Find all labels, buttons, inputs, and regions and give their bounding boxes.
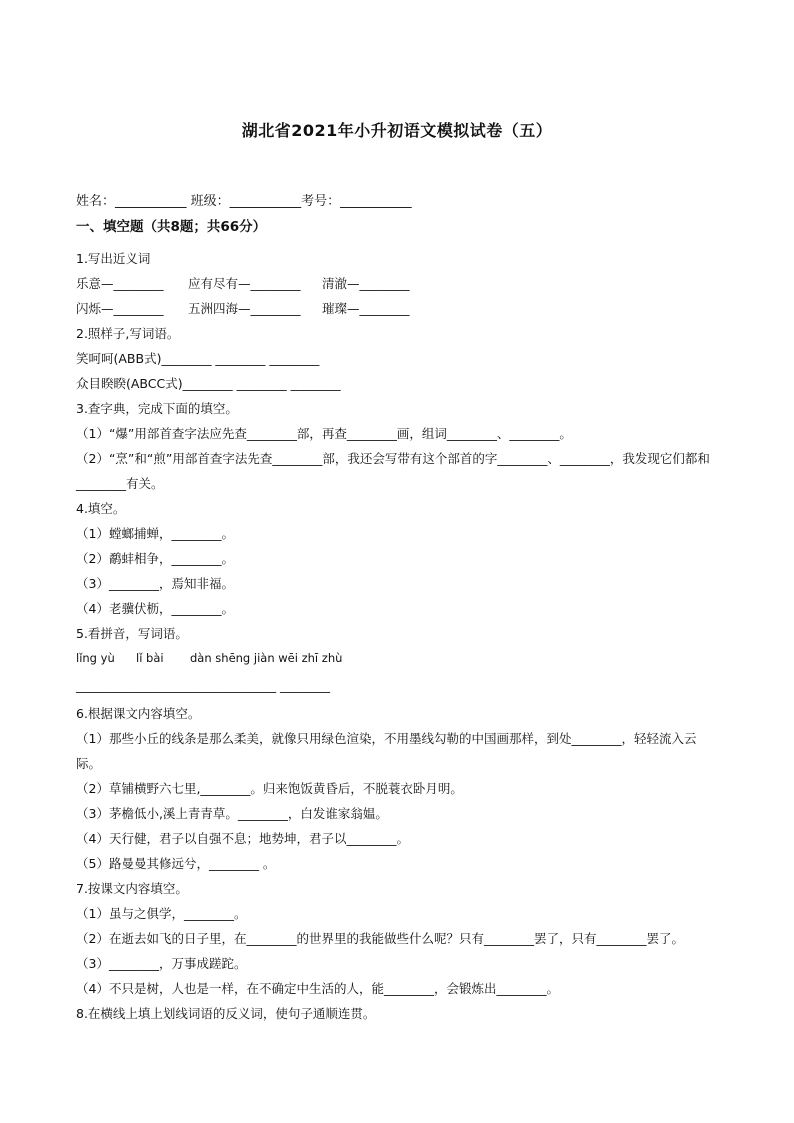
q6-item: （3）茅檐低小,溪上青青草。________，白发谁家翁媪。 bbox=[76, 806, 388, 821]
q7-item: （4）不只是树，人也是一样，在不确定中生活的人，能________，会锻炼出________。 bbox=[76, 981, 559, 996]
q4-item: （1）螳螂捕蝉，________。 bbox=[76, 526, 234, 541]
q3-line: （1）“爆”用部首查字法应先查________部，再查________画，组词________、________。 bbox=[76, 426, 572, 441]
q2-line: 笑呵呵(ABB式)________ ________ ________ bbox=[76, 351, 320, 366]
q4-item: （2）鹬蚌相争，________。 bbox=[76, 551, 234, 566]
q7-heading: 7.按课文内容填空。 bbox=[76, 881, 188, 896]
questions bbox=[76, 246, 720, 1026]
q5-heading: 5.看拼音，写词语。 bbox=[76, 626, 188, 641]
q7-item: （3）________，万事成蹉跎。 bbox=[76, 956, 247, 971]
q6-item: （4）天行健，君子以自强不息；地势坤，君子以________。 bbox=[76, 831, 409, 846]
q6-item: （2）草铺横野六七里,________。归来饱饭黄昏后，不脱蓑衣卧月明。 bbox=[76, 781, 463, 796]
q1-heading: 1.写出近义词 bbox=[76, 251, 151, 266]
q5-pinyin-row bbox=[76, 646, 720, 671]
q1-item: 五洲四海—________ bbox=[188, 301, 301, 316]
q1-row bbox=[76, 296, 720, 321]
q7-item: （1）虽与之俱学，________。 bbox=[76, 906, 247, 921]
q6-item: （5）路曼曼其修远兮，________ 。 bbox=[76, 856, 276, 871]
q6-heading: 6.根据课文内容填空。 bbox=[76, 706, 201, 721]
q1-row bbox=[76, 271, 720, 296]
q4-item: （4）老骥伏枥，________。 bbox=[76, 601, 234, 616]
q3-line: （2）“烹”和“煎”用部首查字法先查________部，我还会写带有这个部首的字________、________，我发现它们都和________有关。 bbox=[76, 451, 710, 491]
pinyin: dàn shēng jiàn wēi zhī zhù bbox=[190, 651, 343, 665]
pinyin: lǐng yù bbox=[76, 651, 115, 665]
q4-item: （3）________，焉知非福。 bbox=[76, 576, 234, 591]
q2-line: 众目睽睽(ABCC式)________ ________ ________ bbox=[76, 376, 341, 391]
section-heading: 一、填空题（共8题；共66分） bbox=[76, 219, 267, 235]
q4-heading: 4.填空。 bbox=[76, 501, 126, 516]
q3-heading: 3.查字典，完成下面的填空。 bbox=[76, 401, 238, 416]
q8-heading: 8.在横线上填上划线词语的反义词，使句子通顺连贯。 bbox=[76, 1006, 376, 1021]
q6-item: （1）那些小丘的线条是那么柔美，就像只用绿色渲染，不用墨线勾勒的中国画那样，到处________，轻轻流入云际。 bbox=[76, 731, 697, 771]
q1-item: 闪烁—________ bbox=[76, 301, 164, 316]
q1-item: 璀璨—________ bbox=[322, 301, 410, 316]
q5-blanks: ________________________________ ________ bbox=[76, 678, 330, 693]
q1-item: 乐意—________ bbox=[76, 276, 164, 291]
q1-item: 清澈—________ bbox=[322, 276, 410, 291]
pinyin: lǐ bài bbox=[136, 651, 164, 665]
page-title: 湖北省2021年小升初语文模拟试卷（五） bbox=[241, 121, 553, 140]
q2-heading: 2.照样子,写词语。 bbox=[76, 326, 180, 341]
q1-item: 应有尽有—________ bbox=[188, 276, 301, 291]
q7-item: （2）在逝去如飞的日子里，在________的世界里的我能做些什么呢？只有________罢了，只有________罢了。 bbox=[76, 931, 684, 946]
student-info-line: 姓名：___________ 班级：___________考号：___________ bbox=[76, 194, 412, 209]
